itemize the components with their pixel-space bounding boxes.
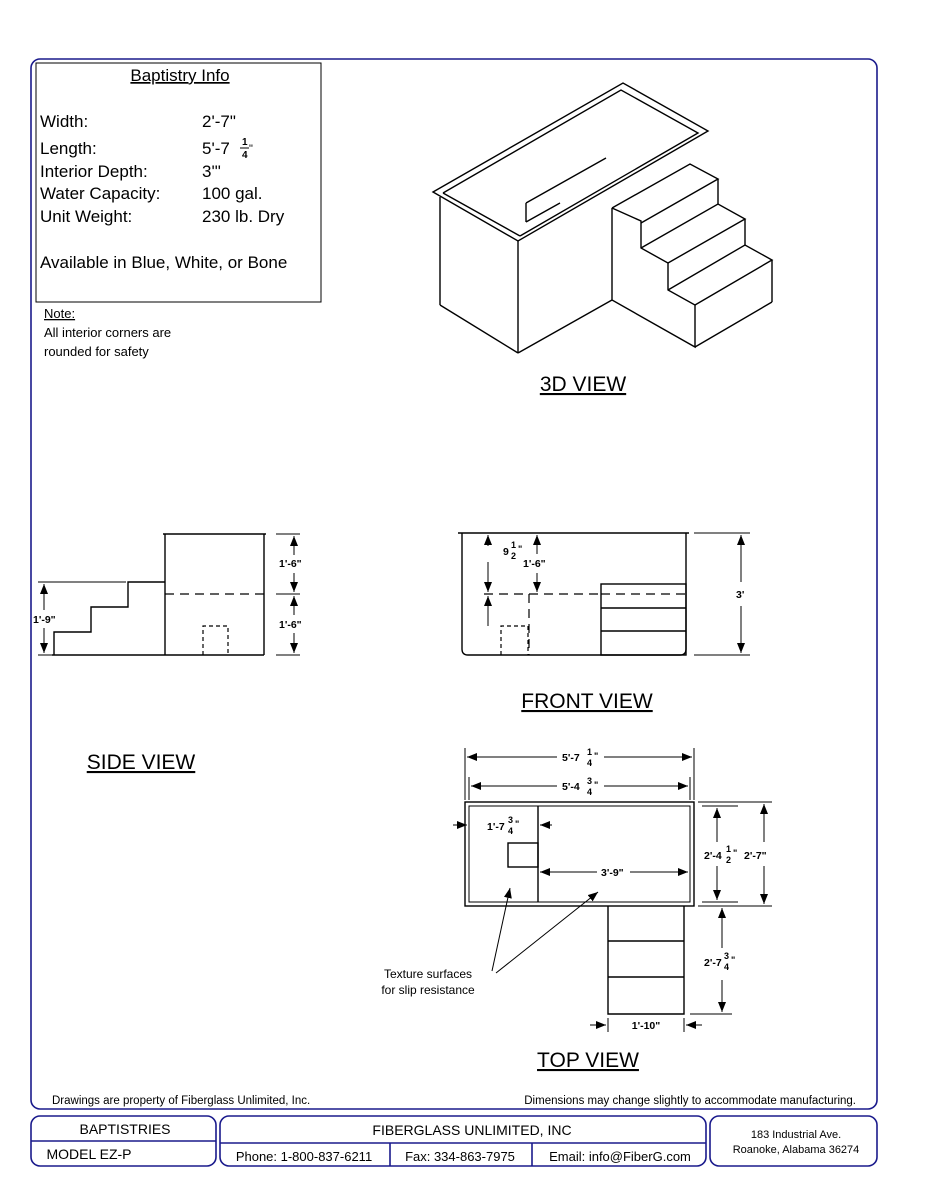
top-dim-overall-mark: "	[594, 751, 599, 761]
title-phone: Phone: 1-800-837-6211	[235, 1149, 373, 1164]
top-dim-overall-den: 4	[587, 758, 593, 768]
info-length-suffix: "	[249, 143, 253, 155]
top-dim-steps-length-mark: "	[731, 955, 736, 965]
side-dim-upper: 1'-6"	[279, 558, 302, 570]
note-line-1: All interior corners are	[44, 325, 172, 340]
side-dim-lower: 1'-6"	[279, 619, 302, 631]
three-d-view-drawing	[433, 83, 772, 353]
front-dim-seat-mark: "	[518, 544, 523, 554]
top-dim-inner-width-mark: "	[733, 848, 738, 858]
title-email: Email: info@FiberG.com	[549, 1149, 691, 1164]
texture-note-line-1: Texture surfaces	[383, 967, 473, 981]
top-dim-seat-num: 3	[508, 815, 514, 825]
top-dim-outer-width: 2'-7"	[744, 850, 767, 862]
top-dim-steps-width: 1'-10"	[631, 1020, 661, 1032]
info-capacity-value: 100 gal.	[202, 184, 263, 203]
top-dim-overall: 5'-7	[562, 752, 580, 764]
side-view-title: SIDE VIEW	[86, 751, 196, 774]
info-available: Available in Blue, White, or Bone	[40, 253, 288, 272]
top-view-drawing	[453, 748, 772, 1032]
info-width-label: Width:	[40, 112, 89, 131]
info-weight-value: 230 lb. Dry	[202, 207, 285, 226]
front-dim-seat-den: 2	[511, 551, 517, 561]
title-fax: Fax: 334-863-7975	[405, 1149, 515, 1164]
info-length-frac-num: 1	[242, 137, 248, 148]
top-dim-basin: 3'-9"	[601, 867, 624, 879]
info-length-value: 5'-7	[202, 139, 230, 158]
title-address-1: 183 Industrial Ave.	[750, 1129, 842, 1141]
top-dim-inner-den: 4	[587, 787, 593, 797]
top-dim-steps-length-num: 3	[724, 951, 730, 961]
top-dim-steps-length: 2'-7	[704, 957, 722, 969]
top-dim-inner-mark: "	[594, 780, 599, 790]
footer-disclaimer: Dimensions may change slightly to accommodate manufacturing.	[524, 1095, 856, 1107]
title-company: FIBERGLASS UNLIMITED, INC	[372, 1122, 572, 1138]
title-address-2: Roanoke, Alabama 36274	[732, 1144, 860, 1156]
note-heading: Note:	[44, 306, 76, 321]
top-view-title: TOP VIEW	[537, 1049, 639, 1072]
front-view-title: FRONT VIEW	[521, 690, 653, 713]
info-capacity-label: Water Capacity:	[40, 184, 161, 203]
footer-property: Drawings are property of Fiberglass Unlimited, Inc.	[52, 1095, 311, 1107]
info-heading: Baptistry Info	[130, 66, 230, 85]
top-dim-inner-width-num: 1	[726, 844, 732, 854]
info-depth-value: 3'"	[202, 162, 221, 181]
title-model: MODEL EZ-P	[46, 1146, 132, 1162]
info-length-label: Length:	[40, 139, 97, 158]
title-category: BAPTISTRIES	[79, 1121, 171, 1137]
note-line-2: rounded for safety	[44, 344, 149, 359]
front-view-drawing	[458, 533, 750, 655]
top-dim-inner-width-den: 2	[726, 855, 732, 865]
info-depth-label: Interior Depth:	[40, 162, 148, 181]
top-dim-seat-mark: "	[515, 819, 520, 829]
front-dim-seat-num: 1	[511, 540, 517, 550]
front-dim-seat-whole: 9	[503, 546, 509, 558]
top-dim-seat-den: 4	[508, 826, 514, 836]
top-dim-overall-num: 1	[587, 747, 593, 757]
side-view-drawing	[38, 534, 300, 655]
three-d-view-title: 3D VIEW	[539, 373, 627, 396]
info-weight-label: Unit Weight:	[40, 207, 133, 226]
info-width-value: 2'-7"	[202, 112, 236, 131]
top-dim-inner: 5'-4	[562, 781, 580, 793]
side-dim-steps: 1'-9"	[33, 614, 56, 626]
top-dim-steps-length-den: 4	[724, 962, 730, 972]
sheet-border	[31, 59, 877, 1109]
info-length-frac-den: 4	[242, 150, 248, 161]
front-dim-inner: 1'-6"	[523, 558, 546, 570]
top-dim-inner-width: 2'-4	[704, 850, 722, 862]
top-dim-inner-num: 3	[587, 776, 593, 786]
baptistry-info-box	[36, 63, 321, 302]
top-dim-seat: 1'-7	[487, 821, 505, 833]
front-dim-depth: 3'	[736, 589, 745, 601]
texture-note-line-2: for slip resistance	[381, 983, 475, 997]
